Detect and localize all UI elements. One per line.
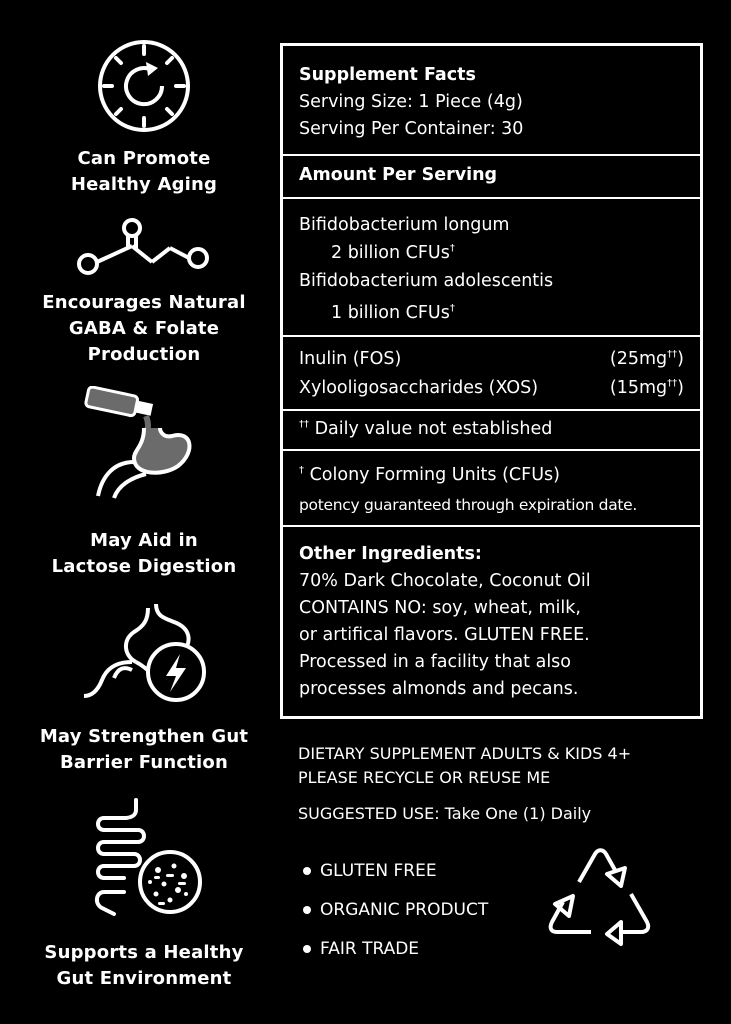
stomach-lightning-icon: [74, 600, 214, 704]
other-ingredients-line: CONTAINS NO: soy, wheat, milk,: [299, 598, 581, 618]
recycle-line: PLEASE RECYCLE OR REUSE ME: [298, 768, 551, 787]
other-ingredients-line: Processed in a facility that also: [299, 652, 572, 672]
strain-1-name: Bifidobacterium longum: [299, 215, 510, 235]
dietary-statement: [298, 742, 631, 790]
benefit-label: GABA & Folate: [68, 318, 220, 339]
claim-item: FAIR TRADE: [303, 929, 488, 968]
facts-header: [283, 46, 700, 156]
benefit-gaba-folate: [20, 216, 268, 368]
benefit-label: May Strengthen Gut: [39, 726, 249, 747]
inulin-row: [299, 345, 684, 374]
probiotics-section: [283, 199, 700, 337]
benefit-label: Supports a Healthy: [44, 942, 244, 963]
bullet-dot-icon: [303, 906, 311, 914]
daily-value-note: †† Daily value not established: [299, 419, 553, 439]
dietary-line: DIETARY SUPPLEMENT ADULTS & KIDS 4+: [298, 744, 632, 763]
strain-2-name: Bifidobacterium adolescentis: [299, 271, 554, 291]
benefit-healthy-aging: [20, 38, 268, 198]
benefit-gut-environment: [20, 796, 268, 992]
other-ingredients-section: [283, 527, 700, 703]
xos-amount: (15mg††): [609, 378, 684, 398]
xos-name: Xylooligosaccharides (XOS): [299, 378, 539, 398]
benefit-label: Lactose Digestion: [51, 556, 237, 577]
inulin-name: Inulin (FOS): [299, 349, 402, 369]
milk-stomach-icon: [74, 386, 214, 516]
daily-value-note-section: [283, 411, 700, 451]
inulin-amount: (25mg††): [609, 349, 684, 369]
benefit-lactose-digestion: [20, 386, 268, 580]
benefit-label: Barrier Function: [60, 752, 228, 773]
other-ingredients-line: 70% Dark Chocolate, Coconut Oil: [299, 571, 591, 591]
benefit-label: Healthy Aging: [70, 174, 218, 195]
benefit-label: Production: [87, 344, 201, 365]
benefit-gut-barrier: [20, 600, 268, 776]
claims-list: [303, 851, 488, 968]
strain-2-amount: 1 billion CFUs†: [331, 303, 455, 323]
xos-row: [299, 374, 684, 403]
benefit-label: Encourages Natural: [42, 292, 246, 313]
intestine-bacteria-icon: [74, 796, 214, 924]
claim-item: GLUTEN FREE: [303, 851, 488, 890]
benefit-label: May Aid in: [90, 530, 198, 551]
other-ingredients-line: processes almonds and pecans.: [299, 679, 579, 699]
benefit-label: Gut Environment: [56, 968, 232, 989]
other-ingredients-title: Other Ingredients:: [299, 544, 482, 564]
claim-item: ORGANIC PRODUCT: [303, 890, 488, 929]
servings-per-container: Serving Per Container: 30: [299, 119, 524, 139]
strain-1-amount: 2 billion CFUs†: [331, 243, 455, 263]
amount-header-section: [283, 156, 700, 199]
cfu-note-line2: potency guaranteed through expiration date.: [299, 496, 638, 514]
amount-per-serving: Amount Per Serving: [299, 165, 498, 185]
bullet-dot-icon: [303, 945, 311, 953]
cfu-note-section: [283, 451, 700, 527]
supplement-facts-panel: [280, 43, 703, 719]
molecule-icon: [74, 216, 214, 282]
cfu-note-line1: † Colony Forming Units (CFUs): [299, 465, 560, 485]
bullet-dot-icon: [303, 867, 311, 875]
recycle-icon: [535, 838, 665, 958]
other-ingredients-line: or artifical flavors. GLUTEN FREE.: [299, 625, 590, 645]
clock-renewal-icon: [96, 38, 192, 134]
prebiotics-section: [283, 337, 700, 411]
suggested-use: SUGGESTED USE: Take One (1) Daily: [298, 804, 592, 823]
benefit-label: Can Promote: [77, 148, 211, 169]
facts-title: Supplement Facts: [299, 65, 476, 85]
serving-size: Serving Size: 1 Piece (4g): [299, 92, 523, 112]
